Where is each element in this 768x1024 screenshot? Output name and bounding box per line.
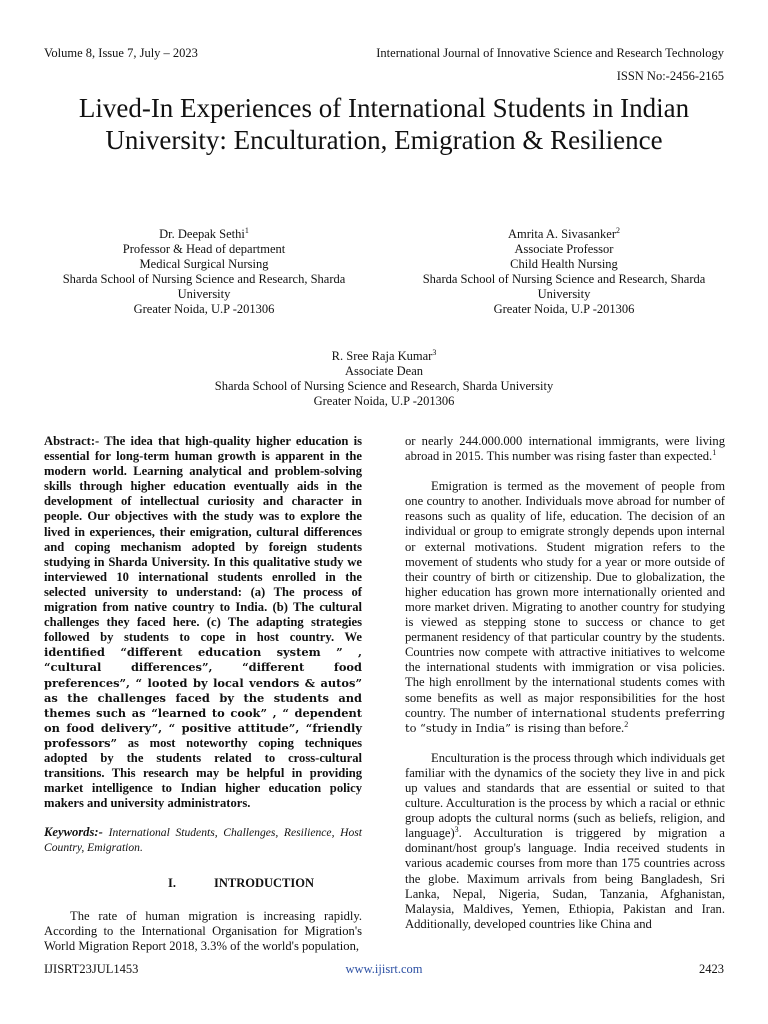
paragraph: Emigration is termed as the movement of people from one country to another. Individuals move abroad for number of reasons such as quality of life, education. The decision of an individual or group to emigrate strongly depends upon internal or external motivations. Student migration refers to the movement of students who study for a year or more outside of their country of birth or citizenship. Due to globalization, the higher education has grown more internationally oriented and more market driven. Migrating to another country for studying is viewed as stepping stone to success or chance to get permanent residency of that particular country by the students. Countries now compete with attractive initiatives to welcome the international students with immigration or visa policies. The high enrollment by the international students comes with some benefits as well as major responsibilities for the host country. The number of international students preferring to “study in India” is rising than before.$^2$ <box>405 479 725 735</box>
issn: ISSN No:-2456-2165 <box>616 69 724 83</box>
author-line: Greater Noida, U.P -201306 <box>133 302 275 316</box>
journal-website-link[interactable]: www.ijisrt.com <box>345 962 423 976</box>
author-line: Sharda School of Nursing Science and Research, Sharda University <box>214 379 554 393</box>
author-name: Amrita A. Sivasanker$^2$ <box>508 225 620 241</box>
author-line: Associate Professor <box>514 242 614 256</box>
page-number: 2423 <box>699 962 724 976</box>
author-line: Child Health Nursing <box>510 257 618 271</box>
intro-paragraph: The rate of human migration is increasing rapidly. According to the International Organisation for Migration's World Migration Report 2018, 3.3% of the world's population, <box>44 908 362 953</box>
paragraph: Enculturation is the process through which individuals get familiar with the dynamics of the society they live in and pick up values and standards that are essential or suited to that culture. Acculturation is the process by which a racial or ethnic group adopts the cultural norms (such as beliefs, religion, and language)$^3$. Acculturation is triggered by migration a dominant/host group's language. India received students in various academic courses from more than 175 countries across the globe. Maximum arrivals from being Bangladesh, Sri Lanka, Nepal, Nigeria, Sudan, Tanzania, Afghanistan, Malaysia, Maldives, Yemen, Ethiopia, Pakistan and Iran. Additionally, developed countries like China and <box>405 750 725 931</box>
paper-title: Lived-In Experiences of International Students in Indian University: Enculturation, Emigration & Resilience <box>78 93 690 155</box>
left-column <box>44 434 362 954</box>
article-id: IJISRT23JUL1453 <box>44 962 139 976</box>
author-line: Associate Dean <box>344 364 424 378</box>
keywords: Keywords:- International Students, Challenges, Resilience, Host Country, Emigration. <box>44 825 362 855</box>
author-line: Sharda School of Nursing Science and Research, Sharda University <box>62 272 346 301</box>
abstract: Abstract:- The idea that high-quality higher education is essential for long-term human growth is apparent in the modern world. Learning analytical and problem-solving skills through higher education eventually aids in the development of intellectual curiosity and character in people. Our objectives with the study was to explore the lived in experiences, their emigration, cultural differences and coping mechanism adopted by foreign students studying in Sharda University. In this qualitative study we interviewed 10 international students enrolled in the selected university to understand: (a) The process of migration from native country to India. (b) The cultural challenges they faced here. (c) The adapting strategies followed by students to cope in host country. We identified “different education system ” , “cultural differences”, “different food preferences”, “ looted by local vendors & autos” as the challenges faced by the students and themes such as “learned to cook” , “ dependent on food delivery”, “ positive attitude”, “friendly professors” as most noteworthy coping techniques adopted by the students related to cross-cultural transitions. This research may be helpful in providing market intelligence to Indian higher education policy makers and university administrators. <box>44 434 362 811</box>
author-block-1 <box>44 227 364 317</box>
author-line: Sharda School of Nursing Science and Research, Sharda University <box>422 272 706 301</box>
author-block-3 <box>44 349 724 409</box>
author-line: Medical Surgical Nursing <box>139 257 269 271</box>
journal-name: International Journal of Innovative Science and Research Technology <box>376 46 724 60</box>
journal-volume: Volume 8, Issue 7, July – 2023 <box>44 46 198 60</box>
paragraph: or nearly 244.000.000 international immigrants, were living abroad in 2015. This number was rising faster than expected.$^1$ <box>405 434 725 464</box>
author-line: Greater Noida, U.P -201306 <box>493 302 635 316</box>
author-line: Professor & Head of department <box>122 242 286 256</box>
author-block-2 <box>404 227 724 317</box>
author-name: R. Sree Raja Kumar$^3$ <box>331 347 437 363</box>
author-name: Dr. Deepak Sethi$^1$ <box>159 225 249 241</box>
author-line: Greater Noida, U.P -201306 <box>313 394 455 408</box>
section-heading: I. INTRODUCTION <box>168 875 315 890</box>
right-column <box>405 434 725 932</box>
